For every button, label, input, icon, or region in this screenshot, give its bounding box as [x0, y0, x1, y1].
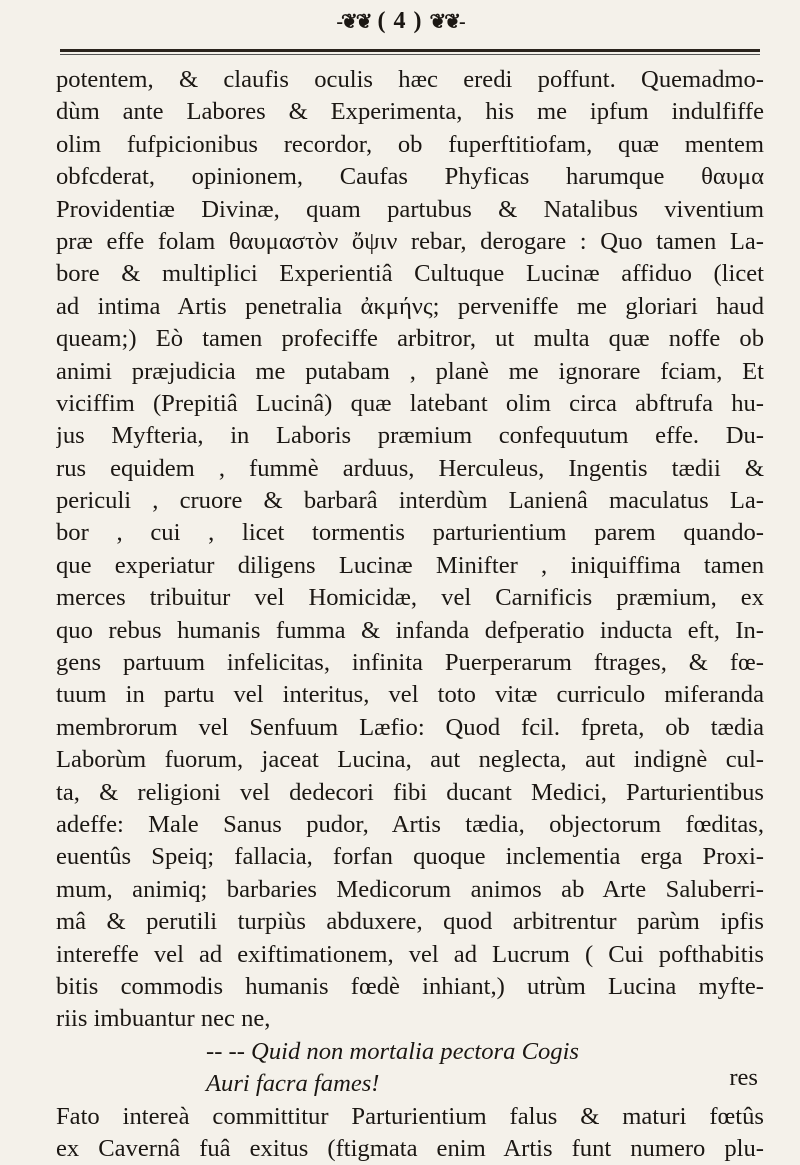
text-line: obfcderat, opinionem, Caufas Phyficas harumque θαυμα — [56, 163, 764, 191]
text-line: periculi , cruore & barbarâ interdùm Lanienâ maculatus La- — [56, 487, 764, 515]
text-line: animi præjudicia me putabam , planè me ignorare fciam, Et — [56, 357, 764, 385]
text-line: bor , cui , licet tormentis parturientium parem quando- — [56, 519, 764, 547]
text-line: Providentiæ Divinæ, quam partubus & Natalibus viventium — [56, 195, 764, 223]
right-ornament: ❦❦- — [429, 11, 464, 33]
left-ornament: -❦❦ — [336, 11, 371, 33]
text-line: adeffe: Male Sanus pudor, Artis tædia, objectorum fœditas, — [56, 810, 764, 838]
text-line: Fato intereà committitur Parturientium falus & maturi fœtûs — [56, 1102, 764, 1130]
text-line: euentûs Speiq; fallacia, forfan quoque inclementia erga Proxi- — [56, 843, 764, 871]
text-line: quo rebus humanis fumma & infanda defperatio inducta eft, In- — [56, 616, 764, 644]
page-number: ( 4 ) — [377, 8, 423, 34]
text-line: bore & multiplici Experientiâ Cultuque Lucinæ affiduo (licet — [56, 260, 764, 288]
verse-line: Auri facra fames! — [206, 1070, 380, 1098]
text-line: tuum in partu vel interitus, vel toto vitæ curriculo miferanda — [56, 681, 764, 709]
text-line: ex Cavernâ fuâ exitus (ftigmata enim Artis funt numero plu- — [56, 1134, 764, 1162]
text-line: gens partuum infelicitas, infinita Puerperarum ftrages, & fœ- — [56, 649, 764, 677]
header-rule — [60, 49, 760, 52]
text-line: queam;) Eò tamen profeciffe arbitror, ut multa quæ noffe ob — [56, 325, 764, 353]
catchword: res — [729, 1064, 758, 1091]
text-line: que experiatur diligens Lucinæ Minifter , iniquiffima tamen — [56, 551, 764, 579]
text-line: olim fufpicionibus recordor, ob fuperftitiofam, quæ mentem — [56, 130, 764, 158]
text-line: ad intima Artis penetralia ἀκμήνς; perveniffe me gloriari haud — [56, 292, 764, 320]
verse-line: -- -- Quid non mortalia pectora Cogis — [206, 1037, 579, 1065]
text-line: riis imbuantur nec ne, — [56, 1005, 271, 1033]
text-body — [56, 64, 764, 1165]
text-line: dùm ante Labores & Experimenta, his me ipfum indulfiffe — [56, 98, 764, 126]
text-line: membrorum vel Senfuum Læfio: Quod fcil. fpreta, ob tædia — [56, 713, 764, 741]
running-header — [0, 8, 800, 35]
text-line: bitis commodis humanis fœdè inhiant,) utrùm Lucina myfte- — [56, 972, 764, 1000]
text-line: merces tribuitur vel Homicidæ, vel Carnificis præmium, ex — [56, 584, 764, 612]
text-line: jus Myfteria, in Laboris præmium confequutum effe. Du- — [56, 422, 764, 450]
text-line: præ effe folam θαυμαστὸν ὄψιν rebar, derogare : Quo tamen La- — [56, 227, 764, 255]
text-line: potentem, & claufis oculis hæc eredi poffunt. Quemadmo- — [56, 66, 764, 93]
text-line: intereffe vel ad exiftimationem, vel ad Lucrum ( Cui pofthabitis — [56, 940, 764, 968]
text-line: viciffim (Prepitiâ Lucinâ) quæ latebant olim circa abftrufa hu- — [56, 389, 764, 417]
text-line: mum, animiq; barbaries Medicorum animos ab Arte Saluberri- — [56, 875, 764, 903]
text-line: ta, & religioni vel dedecori fibi ducant Medici, Parturientibus — [56, 778, 764, 806]
text-line: mâ & perutili turpiùs abduxere, quod arbitrentur parùm ipfis — [56, 908, 764, 936]
text-line: rus equidem , fummè arduus, Herculeus, Ingentis tædii & — [56, 454, 764, 482]
text-line: Laborùm fuorum, jaceat Lucina, aut neglecta, aut indignè cul- — [56, 746, 764, 774]
